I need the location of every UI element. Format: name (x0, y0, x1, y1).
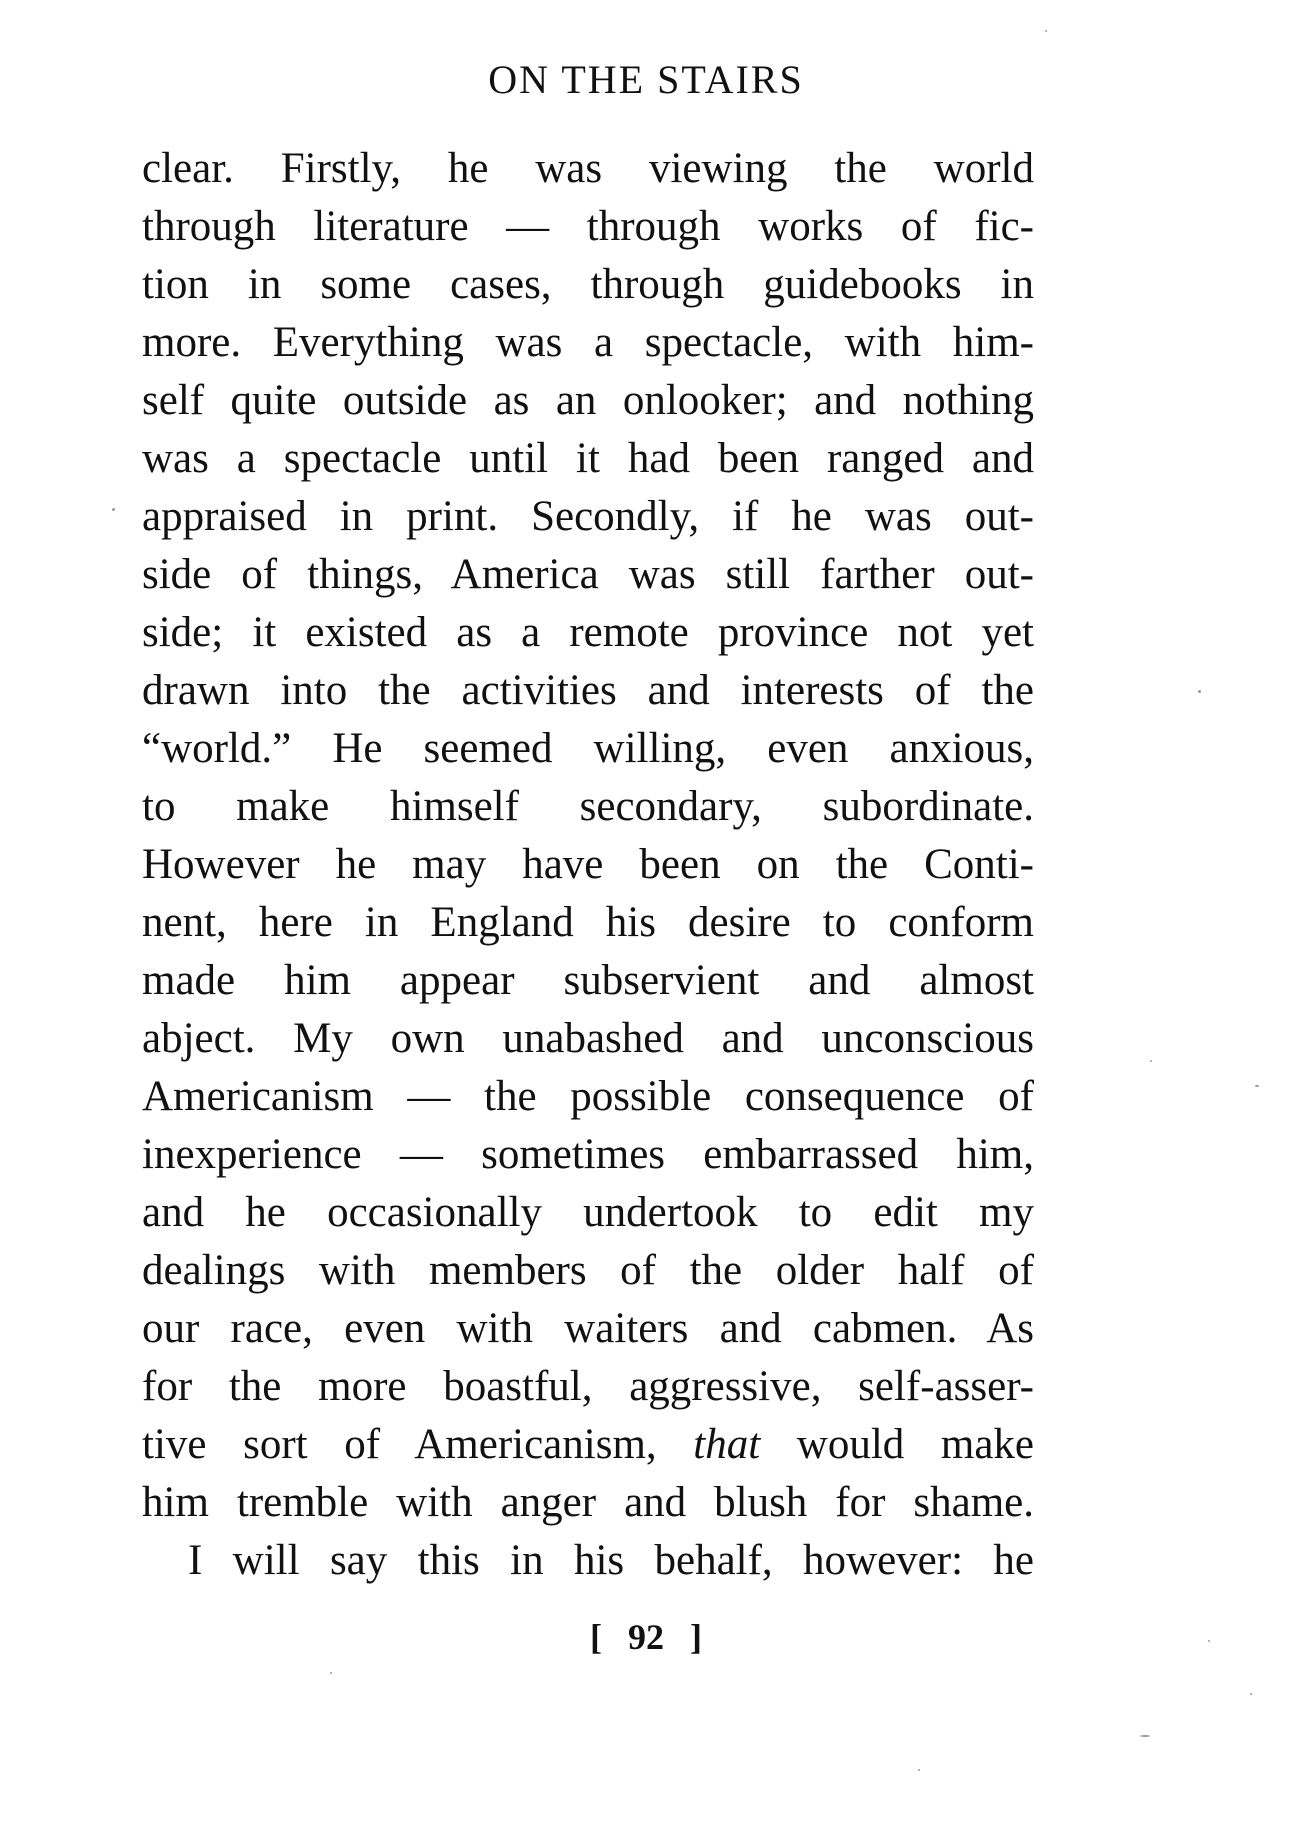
text-line: Americanism — the possible consequence of (142, 1073, 1034, 1120)
text-line: through literature — through works of fic- (142, 203, 1034, 250)
text-line: “world.” He seemed willing, even anxious, (142, 725, 1034, 772)
right-bracket: ] (690, 1617, 702, 1657)
paragraph-end-line: him tremble with anger and blush for shame. (142, 1479, 1034, 1526)
text-line: was a spectacle until it had been ranged and (142, 435, 1034, 482)
running-head: ON THE STAIRS (488, 57, 804, 102)
text-line: to make himself secondary, subordinate. (142, 783, 1034, 830)
text-line: our race, even with waiters and cabmen. As (142, 1305, 1034, 1352)
text-line-with-italic (142, 1416, 1034, 1474)
text-line: side; it existed as a remote province not yet (142, 609, 1034, 656)
paper-speck (1250, 1693, 1252, 1695)
paper-speck (1150, 1060, 1152, 1062)
text-line: self quite outside as an onlooker; and nothing (142, 377, 1034, 424)
page-number: 92 (628, 1617, 664, 1657)
text-line: made him appear subservient and almost (142, 957, 1034, 1004)
text-line: dealings with members of the older half of (142, 1247, 1034, 1294)
paragraph-start-line: I will say this in his behalf, however: he (188, 1537, 1034, 1584)
paper-speck (918, 1769, 920, 1771)
text-line: nent, here in England his desire to conform (142, 899, 1034, 946)
text-line: side of things, America was still farther out- (142, 551, 1034, 598)
text-line: and he occasionally undertook to edit my (142, 1189, 1034, 1236)
text-fragment: tive sort of Americanism, (142, 1421, 694, 1468)
paper-speck (330, 1672, 332, 1674)
text-line: abject. My own unabashed and unconscious (142, 1015, 1034, 1062)
paper-speck (1198, 690, 1201, 693)
text-line: inexperience — sometimes embarrassed him, (142, 1131, 1034, 1178)
text-line: for the more boastful, aggressive, self-asser- (142, 1363, 1034, 1410)
body-text (142, 140, 1034, 1590)
paper-speck (1140, 1735, 1150, 1737)
paper-speck (1045, 30, 1047, 32)
text-line: clear. Firstly, he was viewing the world (142, 145, 1034, 192)
text-line: appraised in print. Secondly, if he was out- (142, 493, 1034, 540)
text-line: drawn into the activities and interests of the (142, 667, 1034, 714)
italic-emphasis: that (693, 1421, 761, 1468)
text-line: tion in some cases, through guidebooks in (142, 261, 1034, 308)
page-number-footer (0, 1615, 1292, 1659)
paper-speck (1255, 1085, 1259, 1087)
text-fragment: would make (760, 1421, 1035, 1468)
text-line: However he may have been on the Conti- (142, 841, 1034, 888)
paper-speck (112, 508, 115, 511)
left-bracket: [ (590, 1617, 602, 1657)
paper-speck (1208, 1640, 1210, 1642)
text-line: more. Everything was a spectacle, with him- (142, 319, 1034, 366)
